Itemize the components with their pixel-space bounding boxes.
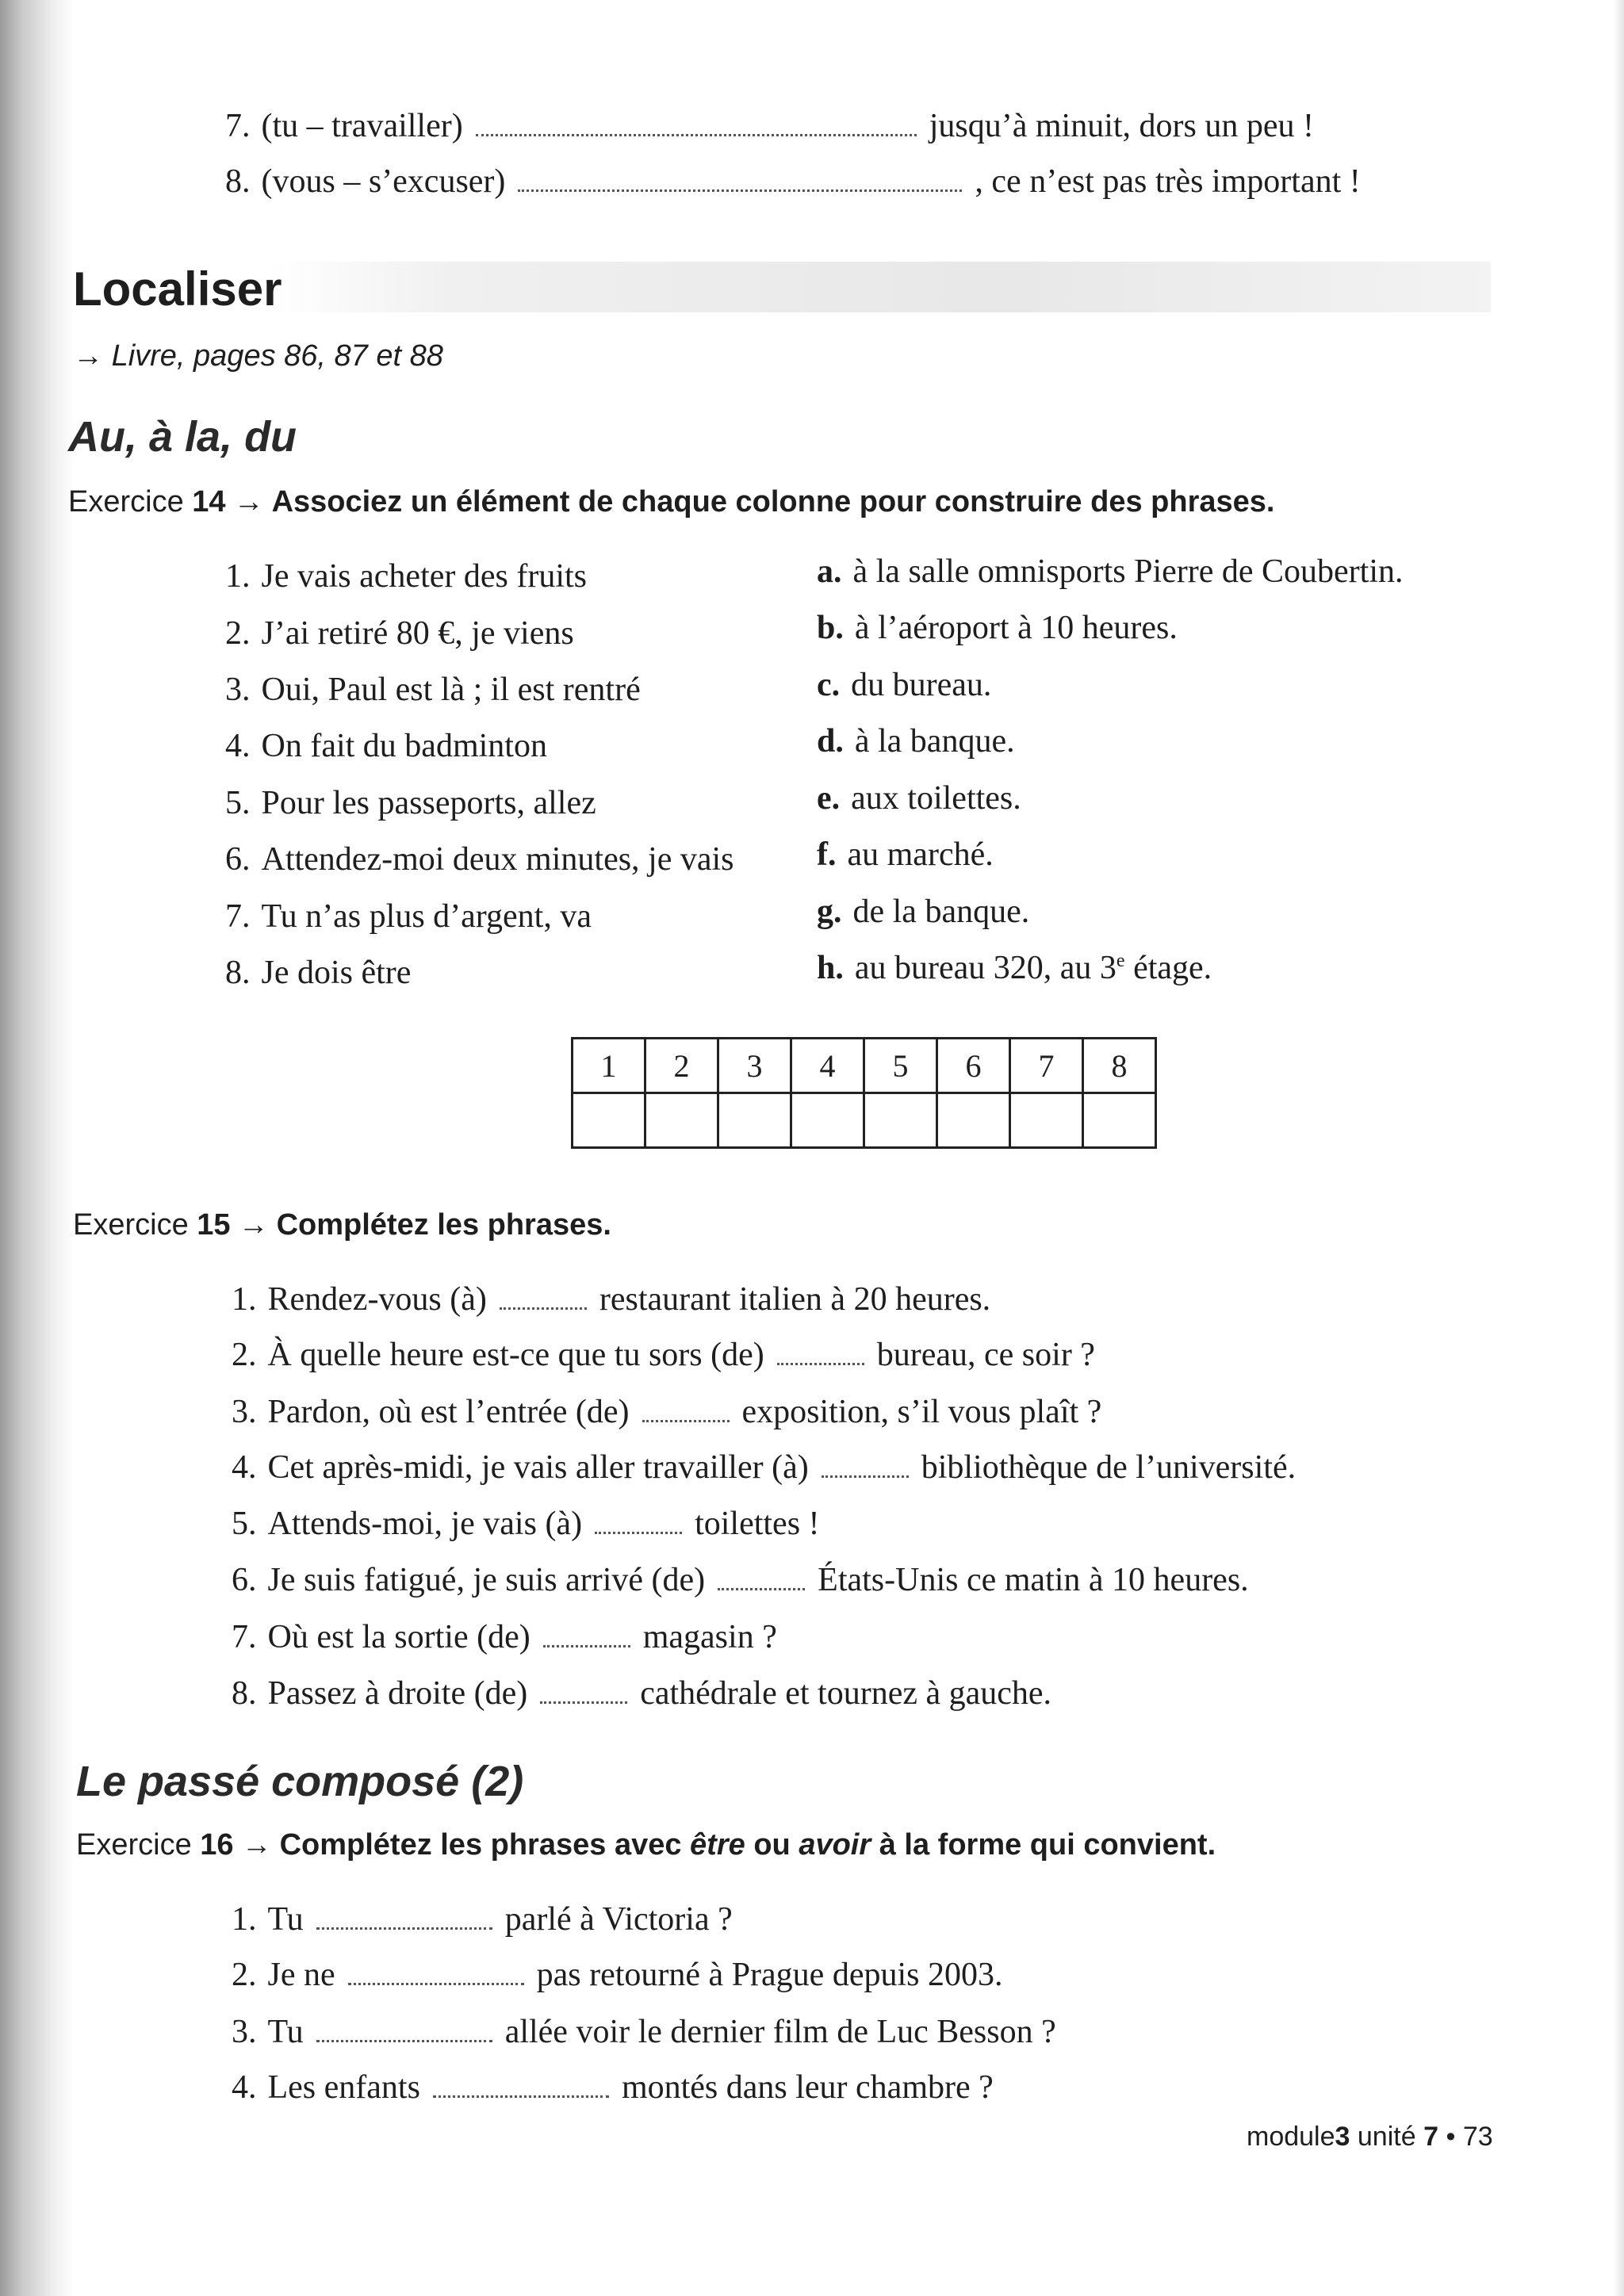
page-number: 73 <box>1462 2122 1493 2152</box>
ex16-item-1: 1. Tu parlé à Victoria ? <box>232 1901 733 1938</box>
ex14-right-f: f. au marché. <box>817 836 994 873</box>
ex15-item-3: 3. Pardon, où est l’entrée (de) exposition, s’il vous plaît ? <box>232 1394 1102 1430</box>
grid-number-cell: 1 <box>573 1039 645 1093</box>
ex15-item-4: 4. Cet après-midi, je vais aller travailler (à) bibliothèque de l’université. <box>232 1449 1297 1486</box>
page-edge-shadow <box>1613 0 1624 2296</box>
grid-answer-cell[interactable] <box>645 1093 718 1148</box>
section-title: Localiser <box>73 262 282 316</box>
exercise-16-heading: Exercice 16 → Complétez les phrases avec être ou avoir à la forme qui convient. <box>76 1828 1216 1862</box>
ex14-right-e: e. aux toilettes. <box>817 780 1021 817</box>
ex14-left-3: 3. Oui, Paul est là ; il est rentré <box>225 672 641 708</box>
ex15-item-2: 2. À quelle heure est-ce que tu sors (de) bureau, ce soir ? <box>232 1337 1095 1373</box>
page-binding-shadow <box>0 0 73 2296</box>
ex14-right-d: d. à la banque. <box>817 723 1015 760</box>
exercise-14-heading: Exercice 14 → Associez un élément de chaque colonne pour construire des phrases. <box>68 485 1275 519</box>
ex16-item-2: 2. Je ne pas retourné à Prague depuis 2003. <box>232 1957 1003 1993</box>
answer-blank[interactable] <box>777 1355 864 1365</box>
grid-number-cell: 3 <box>718 1039 791 1093</box>
grid-answer-cell[interactable] <box>864 1093 937 1148</box>
answer-blank[interactable] <box>540 1693 627 1704</box>
grid-number-cell: 5 <box>864 1039 937 1093</box>
ex14-right-c: c. du bureau. <box>817 667 992 703</box>
grid-number-cell: 4 <box>791 1039 864 1093</box>
ex14-left-5: 5. Pour les passeports, allez <box>225 785 596 821</box>
answer-blank[interactable] <box>595 1524 682 1534</box>
arrow-right-icon: → <box>73 339 103 373</box>
ex16-item-4: 4. Les enfants montés dans leur chambre ? <box>232 2069 994 2106</box>
ex14-left-4: 4. On fait du badminton <box>225 728 547 764</box>
answer-grid <box>571 1037 1157 1149</box>
grid-number-cell: 7 <box>1010 1039 1083 1093</box>
answer-grid-answer-row <box>573 1093 1156 1148</box>
ex14-left-7: 7. Tu n’as plus d’argent, va <box>225 898 592 935</box>
grid-answer-cell[interactable] <box>1083 1093 1156 1148</box>
answer-blank[interactable] <box>433 2087 609 2098</box>
ex14-right-a: a. à la salle omnisports Pierre de Coubertin. <box>817 553 1404 590</box>
exercise-15-heading: Exercice 15 → Complétez les phrases. <box>73 1208 611 1242</box>
arrow-right-icon: → <box>241 1828 272 1862</box>
ex14-left-1: 1. Je vais acheter des fruits <box>225 558 588 595</box>
top-item-8: 8. (vous – s’excuser) , ce n’est pas très important ! <box>225 163 1361 200</box>
answer-blank[interactable] <box>316 1919 492 1930</box>
ex14-right-b: b. à l’aéroport à 10 heures. <box>817 610 1178 646</box>
grid-answer-cell[interactable] <box>718 1093 791 1148</box>
answer-blank[interactable] <box>518 182 962 192</box>
answer-blank[interactable] <box>316 2032 492 2042</box>
answer-grid-header-row <box>573 1039 1156 1093</box>
arrow-right-icon: → <box>233 485 264 519</box>
answer-blank[interactable] <box>476 126 917 136</box>
ex14-right-h: h. au bureau 320, au 3e étage. <box>817 950 1212 986</box>
grid-number-cell: 8 <box>1083 1039 1156 1093</box>
ex15-item-5: 5. Attends-moi, je vais (à) toilettes ! <box>232 1506 820 1542</box>
subsection-title-au-a-la-du: Au, à la, du <box>68 413 297 461</box>
ex15-item-6: 6. Je suis fatigué, je suis arrivé (de) États-Unis ce matin à 10 heures. <box>232 1562 1249 1598</box>
grid-number-cell: 2 <box>645 1039 718 1093</box>
ex16-item-3: 3. Tu allée voir le dernier film de Luc Besson ? <box>232 2014 1056 2050</box>
grid-answer-cell[interactable] <box>791 1093 864 1148</box>
answer-blank[interactable] <box>348 1975 524 1985</box>
section-title-band <box>270 262 1491 312</box>
ex14-left-6: 6. Attendez-moi deux minutes, je vais <box>225 841 734 878</box>
grid-number-cell: 6 <box>937 1039 1010 1093</box>
arrow-right-icon: → <box>238 1208 269 1242</box>
answer-blank[interactable] <box>822 1468 909 1478</box>
answer-blank[interactable] <box>500 1299 587 1310</box>
ex15-item-1: 1. Rendez-vous (à) restaurant italien à 20 heures. <box>232 1281 991 1318</box>
grid-answer-cell[interactable] <box>1010 1093 1083 1148</box>
grid-answer-cell[interactable] <box>937 1093 1010 1148</box>
answer-blank[interactable] <box>718 1580 805 1590</box>
page-footer: module3 unité 7 • 73 <box>1247 2122 1493 2152</box>
grid-answer-cell[interactable] <box>573 1093 645 1148</box>
top-item-7: 7. (tu – travailler) jusqu’à minuit, dors un peu ! <box>225 108 1314 144</box>
ex15-item-7: 7. Où est la sortie (de) magasin ? <box>232 1619 777 1655</box>
answer-blank[interactable] <box>543 1637 630 1647</box>
subsection-title-passe-compose: Le passé composé (2) <box>76 1758 524 1805</box>
ex15-item-8: 8. Passez à droite (de) cathédrale et tournez à gauche. <box>232 1675 1052 1712</box>
answer-blank[interactable] <box>642 1412 730 1422</box>
ex14-left-2: 2. J’ai retiré 80 €, je viens <box>225 615 574 652</box>
book-reference: → Livre, pages 86, 87 et 88 <box>73 339 443 373</box>
ex14-right-g: g. de la banque. <box>817 894 1030 930</box>
ex14-left-8: 8. Je dois être <box>225 955 412 991</box>
